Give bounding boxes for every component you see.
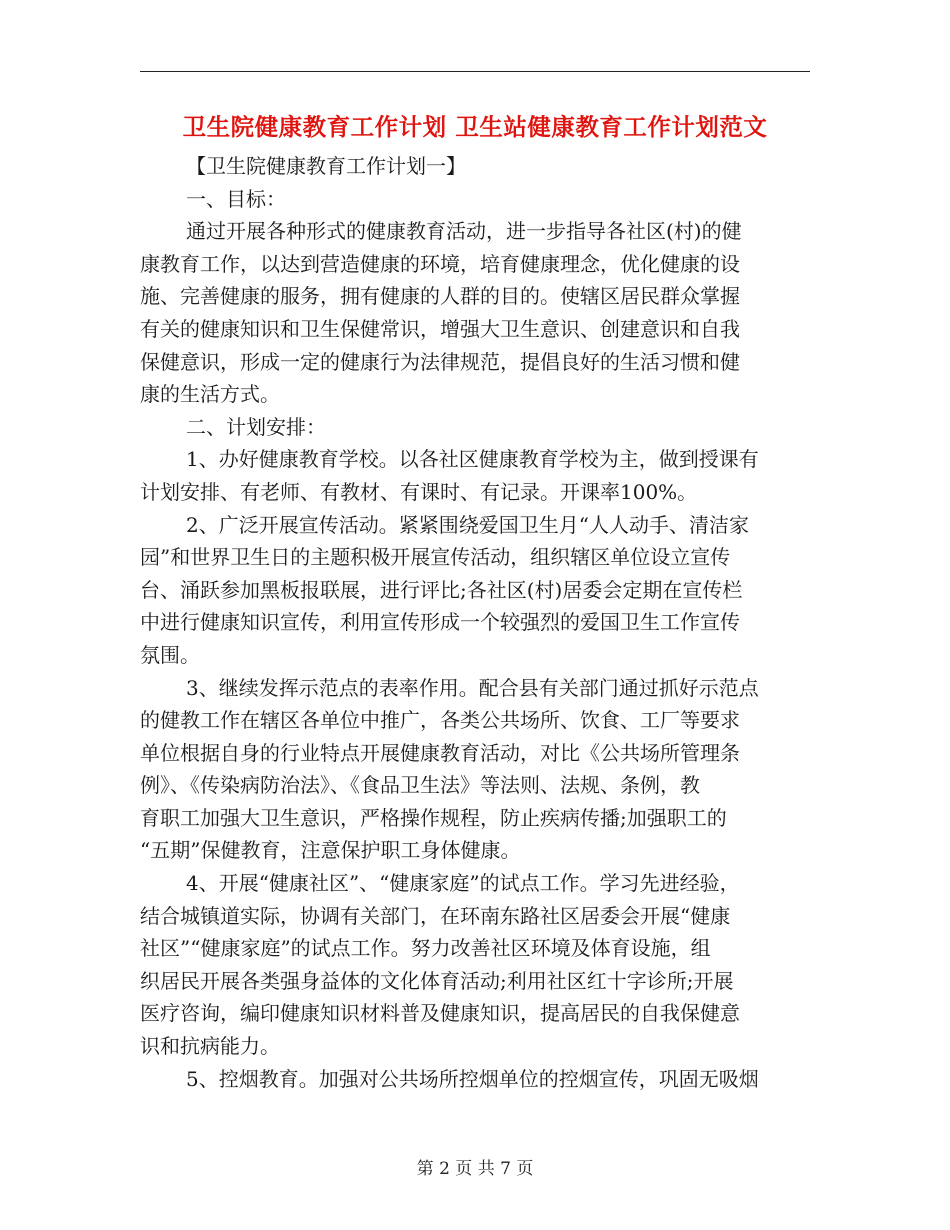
body-line: 康的生活方式。: [140, 382, 280, 407]
body-line: 计划安排、有老师、有教材、有课时、有记录。开课率100%。: [140, 479, 698, 504]
body-line: 【卫生院健康教育工作计划一】: [186, 154, 466, 178]
body-line: 2、广泛开展宣传活动。紧紧围绕爱国卫生月“人人动手、清洁家: [186, 512, 749, 537]
body-line: 结合城镇道实际，协调有关部门，在环南东路社区居委会开展“健康: [140, 903, 731, 928]
body-line: 中进行健康知识宣传，利用宣传形成一个较强烈的爱国卫生工作宣传: [140, 610, 740, 635]
body-line: 氛围。: [140, 642, 200, 667]
body-line: 康教育工作，以达到营造健康的环境，培育健康理念，优化健康的设: [140, 251, 740, 276]
body-line: 二、计划安排：: [186, 414, 326, 439]
document-body: [140, 150, 805, 1095]
body-line: 织居民开展各类强身益体的文化体育活动;利用社区红十字诊所;开展: [140, 968, 734, 993]
body-line: 4、开展“健康社区”、“健康家庭”的试点工作。学习先进经验，: [186, 871, 740, 896]
body-line: 识和抗病能力。: [140, 1034, 280, 1059]
body-line: 5、控烟教育。加强对公共场所控烟单位的控烟宣传，巩固无吸烟: [186, 1066, 759, 1091]
body-line: 育职工加强大卫生意识，严格操作规程，防止疾病传播;加强职工的: [140, 805, 727, 830]
body-line: 施、完善健康的服务，拥有健康的人群的目的。使辖区居民群众掌握: [140, 284, 740, 309]
page-footer: 第 2 页 共 7 页: [416, 1159, 534, 1179]
body-line: 医疗咨询，编印健康知识材料普及健康知识，提高居民的自我保健意: [140, 1001, 740, 1026]
header-rule: [140, 71, 810, 72]
body-line: 的健教工作在辖区各单位中推广，各类公共场所、饮食、工厂等要求: [140, 708, 740, 733]
body-line: 1、办好健康教育学校。以各社区健康教育学校为主，做到授课有: [186, 447, 759, 472]
body-line: 保健意识，形成一定的健康行为法律规范，提倡良好的生活习惯和健: [140, 349, 740, 374]
body-line: 一、目标：: [186, 186, 286, 211]
body-line: 例》、《传染病防治法》、《食品卫生法》等法则、法规、条例，教: [140, 773, 700, 798]
body-line: 园”和世界卫生日的主题积极开展宣传活动，组织辖区单位设立宣传: [140, 545, 731, 570]
body-line: 通过开展各种形式的健康教育活动，进一步指导各社区(村)的健: [186, 219, 742, 244]
body-line: 单位根据自身的行业特点开展健康教育活动，对比《公共场所管理条: [140, 740, 740, 765]
body-line: 有关的健康知识和卫生保健常识，增强大卫生意识、创建意识和自我: [140, 316, 740, 341]
body-line: “五期”保健教育，注意保护职工身体健康。: [140, 838, 521, 863]
body-line: 台、涌跃参加黑板报联展，进行评比;各社区(村)居委会定期在宣传栏: [140, 577, 743, 602]
body-line: 社区”“健康家庭”的试点工作。努力改善社区环境及体育设施，组: [140, 936, 711, 961]
body-line: 3、继续发挥示范点的表率作用。配合县有关部门通过抓好示范点: [186, 675, 759, 700]
document-title: 卫生院健康教育工作计划 卫生站健康教育工作计划范文: [182, 113, 768, 141]
